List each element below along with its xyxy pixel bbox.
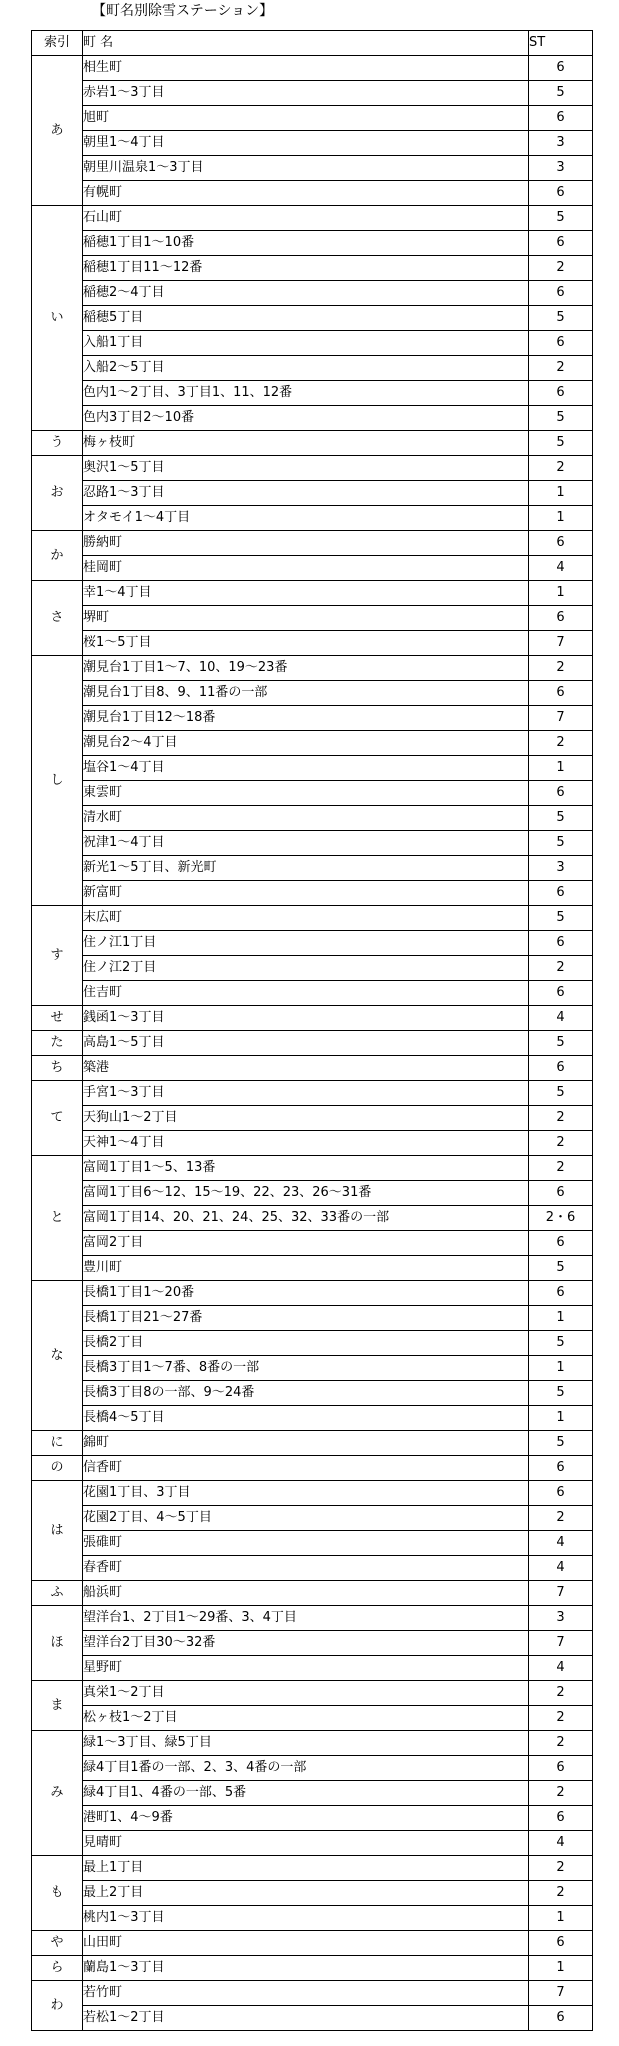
station-cell: 2 (529, 1856, 593, 1881)
table-row (32, 1656, 593, 1681)
table-row (32, 806, 593, 831)
page-title: 【町名別除雪ステーション】 (92, 3, 274, 19)
index-cell: ち (32, 1056, 83, 1081)
town-cell: 花園1丁目、3丁目 (83, 1481, 529, 1506)
station-cell: 7 (529, 1581, 593, 1606)
header-town: 町 名 (83, 31, 529, 56)
town-cell: 潮見台1丁目12～18番 (83, 706, 529, 731)
table-row (32, 1331, 593, 1356)
table-row (32, 281, 593, 306)
index-cell: お (32, 456, 83, 531)
table-row (32, 1381, 593, 1406)
table-row (32, 956, 593, 981)
table-row (32, 656, 593, 681)
station-table (31, 30, 593, 2031)
table-row (32, 1881, 593, 1906)
table-row (32, 631, 593, 656)
index-cell: は (32, 1481, 83, 1581)
town-cell: 長橋2丁目 (83, 1331, 529, 1356)
town-cell: 有幌町 (83, 181, 529, 206)
town-cell: 花園2丁目、4～5丁目 (83, 1506, 529, 1531)
town-cell: 奥沢1～5丁目 (83, 456, 529, 481)
table-row (32, 1281, 593, 1306)
station-cell: 1 (529, 1956, 593, 1981)
index-cell: た (32, 1031, 83, 1056)
station-cell: 2 (529, 456, 593, 481)
table-row (32, 1006, 593, 1031)
station-cell: 1 (529, 1306, 593, 1331)
index-cell: ふ (32, 1581, 83, 1606)
index-cell: の (32, 1456, 83, 1481)
table-row (32, 1631, 593, 1656)
town-cell: 望洋台2丁目30～32番 (83, 1631, 529, 1656)
table-row (32, 406, 593, 431)
station-cell: 4 (529, 1556, 593, 1581)
table-row (32, 931, 593, 956)
station-cell: 7 (529, 706, 593, 731)
station-cell: 6 (529, 781, 593, 806)
town-cell: 稲穂2～4丁目 (83, 281, 529, 306)
table-row (32, 831, 593, 856)
table-row (32, 681, 593, 706)
table-row (32, 731, 593, 756)
station-cell: 5 (529, 831, 593, 856)
station-cell: 6 (529, 1481, 593, 1506)
town-cell: 長橋4～5丁目 (83, 1406, 529, 1431)
station-cell: 2 (529, 656, 593, 681)
table-row (32, 1706, 593, 1731)
town-cell: 入船2～5丁目 (83, 356, 529, 381)
town-cell: 清水町 (83, 806, 529, 831)
table-row (32, 581, 593, 606)
table-row (32, 56, 593, 81)
table-row (32, 1506, 593, 1531)
town-cell: 緑4丁目1、4番の一部、5番 (83, 1781, 529, 1806)
table-row (32, 1756, 593, 1781)
station-cell: 6 (529, 1281, 593, 1306)
table-row (32, 506, 593, 531)
town-cell: 蘭島1～3丁目 (83, 1956, 529, 1981)
station-cell: 6 (529, 981, 593, 1006)
station-cell: 1 (529, 481, 593, 506)
town-cell: 石山町 (83, 206, 529, 231)
town-cell: 松ヶ枝1～2丁目 (83, 1706, 529, 1731)
town-cell: 若松1～2丁目 (83, 2006, 529, 2031)
town-cell: 相生町 (83, 56, 529, 81)
town-cell: 東雲町 (83, 781, 529, 806)
table-row (32, 1831, 593, 1856)
station-cell: 6 (529, 2006, 593, 2031)
index-cell: ま (32, 1681, 83, 1731)
town-cell: 長橋3丁目8の一部、9～24番 (83, 1381, 529, 1406)
station-cell: 2 (529, 956, 593, 981)
town-cell: 潮見台1丁目8、9、11番の一部 (83, 681, 529, 706)
town-cell: 梅ヶ枝町 (83, 431, 529, 456)
town-cell: 桂岡町 (83, 556, 529, 581)
station-cell: 6 (529, 881, 593, 906)
index-cell: も (32, 1856, 83, 1931)
town-cell: 朝里1～4丁目 (83, 131, 529, 156)
town-cell: 長橋1丁目1～20番 (83, 1281, 529, 1306)
town-cell: 朝里川温泉1～3丁目 (83, 156, 529, 181)
town-cell: 望洋台1、2丁目1～29番、3、4丁目 (83, 1606, 529, 1631)
town-cell: 張碓町 (83, 1531, 529, 1556)
town-cell: 星野町 (83, 1656, 529, 1681)
station-cell: 6 (529, 931, 593, 956)
table-row (32, 1156, 593, 1181)
station-cell: 5 (529, 306, 593, 331)
table-row (32, 1256, 593, 1281)
table-row (32, 1081, 593, 1106)
table-row (32, 1456, 593, 1481)
town-cell: 潮見台1丁目1～7、10、19～23番 (83, 656, 529, 681)
table-row (32, 1306, 593, 1331)
station-cell: 5 (529, 206, 593, 231)
index-cell: や (32, 1931, 83, 1956)
station-cell: 6 (529, 181, 593, 206)
town-cell: 天狗山1～2丁目 (83, 1106, 529, 1131)
table-row (32, 781, 593, 806)
station-cell: 6 (529, 106, 593, 131)
town-cell: 銭函1～3丁目 (83, 1006, 529, 1031)
table-row (32, 2006, 593, 2031)
station-cell: 4 (529, 1656, 593, 1681)
table-row (32, 1406, 593, 1431)
table-row (32, 81, 593, 106)
table-row (32, 1531, 593, 1556)
table-row (32, 1481, 593, 1506)
station-cell: 3 (529, 156, 593, 181)
station-cell: 4 (529, 1006, 593, 1031)
table-row (32, 481, 593, 506)
station-cell: 5 (529, 81, 593, 106)
header-st: ST (529, 31, 593, 56)
station-cell: 1 (529, 581, 593, 606)
station-cell: 2 (529, 1106, 593, 1131)
table-row (32, 1606, 593, 1631)
table-row (32, 606, 593, 631)
table-row (32, 981, 593, 1006)
station-cell: 5 (529, 406, 593, 431)
town-cell: 入船1丁目 (83, 331, 529, 356)
table-row (32, 1856, 593, 1881)
station-cell: 2 (529, 731, 593, 756)
station-cell: 6 (529, 331, 593, 356)
table-row (32, 756, 593, 781)
table-row (32, 1206, 593, 1231)
table-row (32, 1781, 593, 1806)
station-cell: 5 (529, 906, 593, 931)
index-cell: あ (32, 56, 83, 206)
table-row (32, 356, 593, 381)
town-cell: 緑1～3丁目、緑5丁目 (83, 1731, 529, 1756)
station-cell: 2 (529, 1731, 593, 1756)
town-cell: 山田町 (83, 1931, 529, 1956)
table-row (32, 1731, 593, 1756)
index-cell: ほ (32, 1606, 83, 1681)
town-cell: 勝納町 (83, 531, 529, 556)
town-cell: 桃内1～3丁目 (83, 1906, 529, 1931)
town-cell: 住ノ江2丁目 (83, 956, 529, 981)
town-cell: 富岡1丁目6～12、15～19、22、23、26～31番 (83, 1181, 529, 1206)
station-cell: 3 (529, 1606, 593, 1631)
town-cell: 忍路1～3丁目 (83, 481, 529, 506)
table-row (32, 1981, 593, 2006)
table-row (32, 306, 593, 331)
station-cell: 1 (529, 1356, 593, 1381)
station-cell: 2 (529, 1131, 593, 1156)
station-cell: 5 (529, 1031, 593, 1056)
station-cell: 5 (529, 1431, 593, 1456)
town-cell: 見晴町 (83, 1831, 529, 1856)
table-row (32, 106, 593, 131)
table-row (32, 381, 593, 406)
station-cell: 6 (529, 1456, 593, 1481)
table-row (32, 206, 593, 231)
station-cell: 2 (529, 356, 593, 381)
station-cell: 2 (529, 1156, 593, 1181)
station-cell: 2 (529, 1881, 593, 1906)
table-row (32, 1906, 593, 1931)
index-cell: な (32, 1281, 83, 1431)
town-cell: 色内3丁目2～10番 (83, 406, 529, 431)
index-cell: に (32, 1431, 83, 1456)
table-row (32, 1356, 593, 1381)
index-cell: す (32, 906, 83, 1006)
index-cell: し (32, 656, 83, 906)
table-row (32, 1181, 593, 1206)
town-cell: 若竹町 (83, 1981, 529, 2006)
town-cell: 豊川町 (83, 1256, 529, 1281)
town-cell: 潮見台2～4丁目 (83, 731, 529, 756)
table-row (32, 881, 593, 906)
town-cell: 住ノ江1丁目 (83, 931, 529, 956)
town-cell: 真栄1～2丁目 (83, 1681, 529, 1706)
table-row (32, 181, 593, 206)
town-cell: 長橋3丁目1～7番、8番の一部 (83, 1356, 529, 1381)
town-cell: 最上1丁目 (83, 1856, 529, 1881)
table-row (32, 256, 593, 281)
station-cell: 6 (529, 1756, 593, 1781)
town-cell: 桜1～5丁目 (83, 631, 529, 656)
station-cell: 5 (529, 1256, 593, 1281)
table-row (32, 706, 593, 731)
town-cell: 富岡1丁目1～5、13番 (83, 1156, 529, 1181)
station-cell: 3 (529, 856, 593, 881)
table-row (32, 1231, 593, 1256)
station-cell: 7 (529, 631, 593, 656)
station-cell: 2 (529, 1506, 593, 1531)
station-cell: 7 (529, 1631, 593, 1656)
table-row (32, 1806, 593, 1831)
town-cell: 祝津1～4丁目 (83, 831, 529, 856)
table-row (32, 1581, 593, 1606)
station-cell: 4 (529, 556, 593, 581)
table-row (32, 1031, 593, 1056)
index-cell: み (32, 1731, 83, 1856)
town-cell: 長橋1丁目21～27番 (83, 1306, 529, 1331)
station-cell: 1 (529, 1406, 593, 1431)
station-cell: 5 (529, 431, 593, 456)
station-cell: 4 (529, 1531, 593, 1556)
station-cell: 2 (529, 1681, 593, 1706)
index-cell: せ (32, 1006, 83, 1031)
table-row (32, 1556, 593, 1581)
table-row (32, 856, 593, 881)
town-cell: 富岡2丁目 (83, 1231, 529, 1256)
town-cell: 幸1～4丁目 (83, 581, 529, 606)
town-cell: 緑4丁目1番の一部、2、3、4番の一部 (83, 1756, 529, 1781)
town-cell: 築港 (83, 1056, 529, 1081)
index-cell: ら (32, 1956, 83, 1981)
town-cell: 色内1～2丁目、3丁目1、11、12番 (83, 381, 529, 406)
station-cell: 5 (529, 1081, 593, 1106)
index-cell: か (32, 531, 83, 581)
station-cell: 6 (529, 1806, 593, 1831)
station-cell: 6 (529, 1056, 593, 1081)
town-cell: 赤岩1～3丁目 (83, 81, 529, 106)
town-cell: 塩谷1～4丁目 (83, 756, 529, 781)
header-row (32, 31, 593, 56)
station-cell: 1 (529, 1906, 593, 1931)
station-cell: 6 (529, 1181, 593, 1206)
station-cell: 2 (529, 1781, 593, 1806)
table-row (32, 431, 593, 456)
town-cell: 堺町 (83, 606, 529, 631)
station-cell: 6 (529, 231, 593, 256)
index-cell: い (32, 206, 83, 431)
town-cell: 末広町 (83, 906, 529, 931)
station-cell: 6 (529, 531, 593, 556)
town-cell: 稲穂5丁目 (83, 306, 529, 331)
town-cell: 高島1～5丁目 (83, 1031, 529, 1056)
table-row (32, 331, 593, 356)
town-cell: 錦町 (83, 1431, 529, 1456)
station-cell: 2・6 (529, 1206, 593, 1231)
station-cell: 5 (529, 806, 593, 831)
town-cell: 稲穂1丁目11～12番 (83, 256, 529, 281)
town-cell: 住吉町 (83, 981, 529, 1006)
town-cell: 天神1～4丁目 (83, 1131, 529, 1156)
index-cell: さ (32, 581, 83, 656)
table-row (32, 131, 593, 156)
table-row (32, 1931, 593, 1956)
station-cell: 6 (529, 381, 593, 406)
table-row (32, 556, 593, 581)
town-cell: 新光1～5丁目、新光町 (83, 856, 529, 881)
table-row (32, 231, 593, 256)
town-cell: 港町1、4～9番 (83, 1806, 529, 1831)
header-index: 索引 (32, 31, 83, 56)
town-cell: 最上2丁目 (83, 1881, 529, 1906)
station-cell: 6 (529, 1231, 593, 1256)
station-cell: 6 (529, 281, 593, 306)
town-cell: 船浜町 (83, 1581, 529, 1606)
station-cell: 1 (529, 756, 593, 781)
station-cell: 6 (529, 1931, 593, 1956)
station-cell: 6 (529, 681, 593, 706)
town-cell: 富岡1丁目14、20、21、24、25、32、33番の一部 (83, 1206, 529, 1231)
station-cell: 2 (529, 256, 593, 281)
town-cell: 手宮1～3丁目 (83, 1081, 529, 1106)
table-row (32, 1956, 593, 1981)
town-cell: 稲穂1丁目1～10番 (83, 231, 529, 256)
station-cell: 1 (529, 506, 593, 531)
station-cell: 2 (529, 1706, 593, 1731)
table-row (32, 531, 593, 556)
table-row (32, 456, 593, 481)
station-cell: 6 (529, 606, 593, 631)
table-row (32, 906, 593, 931)
town-cell: 信香町 (83, 1456, 529, 1481)
table-row (32, 1131, 593, 1156)
town-cell: 旭町 (83, 106, 529, 131)
town-cell: 新富町 (83, 881, 529, 906)
station-cell: 4 (529, 1831, 593, 1856)
town-cell: 春香町 (83, 1556, 529, 1581)
index-cell: わ (32, 1981, 83, 2031)
station-cell: 5 (529, 1381, 593, 1406)
table-row (32, 1681, 593, 1706)
table-body (32, 56, 593, 2031)
station-cell: 5 (529, 1331, 593, 1356)
station-cell: 3 (529, 131, 593, 156)
index-cell: て (32, 1081, 83, 1156)
table-row (32, 1431, 593, 1456)
table-row (32, 1106, 593, 1131)
table-row (32, 156, 593, 181)
town-cell: オタモイ1～4丁目 (83, 506, 529, 531)
index-cell: と (32, 1156, 83, 1281)
station-cell: 6 (529, 56, 593, 81)
table-row (32, 1056, 593, 1081)
index-cell: う (32, 431, 83, 456)
station-cell: 7 (529, 1981, 593, 2006)
